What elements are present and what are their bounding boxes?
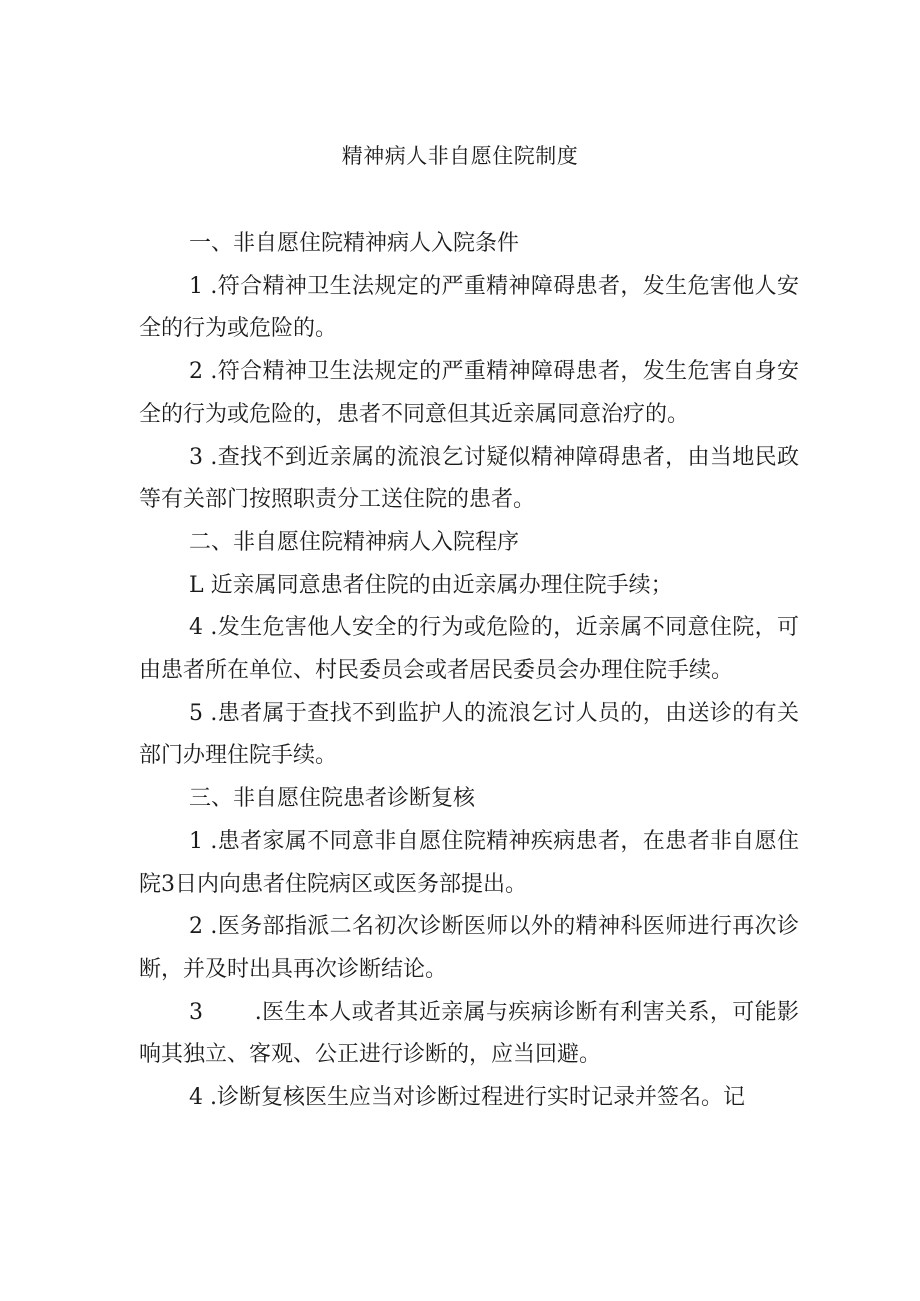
item-text: .发生危害他人安全的行为或危险的，近亲属不同意住院，可由患者所在单位、村民委员会或者居民委员会办理住院手续。 bbox=[139, 615, 799, 684]
item-text: .医生本人或者其近亲属与疾病诊断有利害关系，可能影响其独立、客观、公正进行诊断的，应当回避。 bbox=[139, 999, 800, 1068]
item-number: 4 bbox=[189, 615, 203, 641]
item-text: 近亲属同意患者住院的由近亲属办理住院手续； bbox=[210, 572, 673, 598]
item-number: 4 bbox=[189, 1085, 203, 1111]
list-item bbox=[139, 1077, 799, 1120]
item-number: L bbox=[189, 572, 204, 598]
document-body bbox=[139, 223, 799, 1120]
item-text: .符合精神卫生法规定的严重精神障碍患者，发生危害自身安全的行为或危险的，患者不同意但其近亲属同意治疗的。 bbox=[139, 359, 799, 427]
list-item bbox=[139, 607, 799, 692]
item-number: 2 bbox=[189, 914, 203, 940]
item-text: .患者家属不同意非自愿住院精神疾病患者，在患者非自愿住院3日内向患者住院病区或医务部提出。 bbox=[139, 828, 799, 897]
list-item bbox=[139, 906, 799, 991]
list-item bbox=[139, 992, 799, 1077]
item-text: .医务部指派二名初次诊断医师以外的精神科医师进行再次诊断，并及时出具再次诊断结论。 bbox=[139, 914, 799, 982]
list-item bbox=[139, 266, 799, 351]
item-number: 5 bbox=[189, 700, 203, 726]
item-text: .患者属于查找不到监护人的流浪乞讨人员的，由送诊的有关部门办理住院手续。 bbox=[139, 700, 799, 769]
section-heading: 三、非自愿住院患者诊断复核 bbox=[189, 786, 476, 812]
item-text: .查找不到近亲属的流浪乞讨疑似精神障碍患者，由当地民政等有关部门按照职责分工送住院的患者。 bbox=[139, 444, 799, 513]
item-text: .符合精神卫生法规定的严重精神障碍患者，发生危害他人安全的行为或危险的。 bbox=[139, 273, 799, 342]
list-item bbox=[139, 565, 799, 608]
document-title: 精神病人非自愿住院制度 bbox=[341, 144, 579, 168]
list-item bbox=[139, 437, 799, 522]
section-heading: 二、非自愿住院精神病人入院程序 bbox=[189, 529, 520, 555]
list-item bbox=[139, 693, 799, 778]
item-number: 2 bbox=[189, 359, 203, 385]
item-number: 1 bbox=[189, 273, 203, 299]
item-number: 3 bbox=[189, 444, 203, 470]
list-item bbox=[139, 821, 799, 906]
item-text: .诊断复核医生应当对诊断过程进行实时记录并签名。记 bbox=[210, 1085, 745, 1111]
list-item bbox=[139, 351, 799, 436]
section-heading: 一、非自愿住院精神病人入院条件 bbox=[189, 231, 520, 256]
item-number: 3 bbox=[189, 999, 203, 1025]
item-number: 1 bbox=[189, 828, 203, 854]
